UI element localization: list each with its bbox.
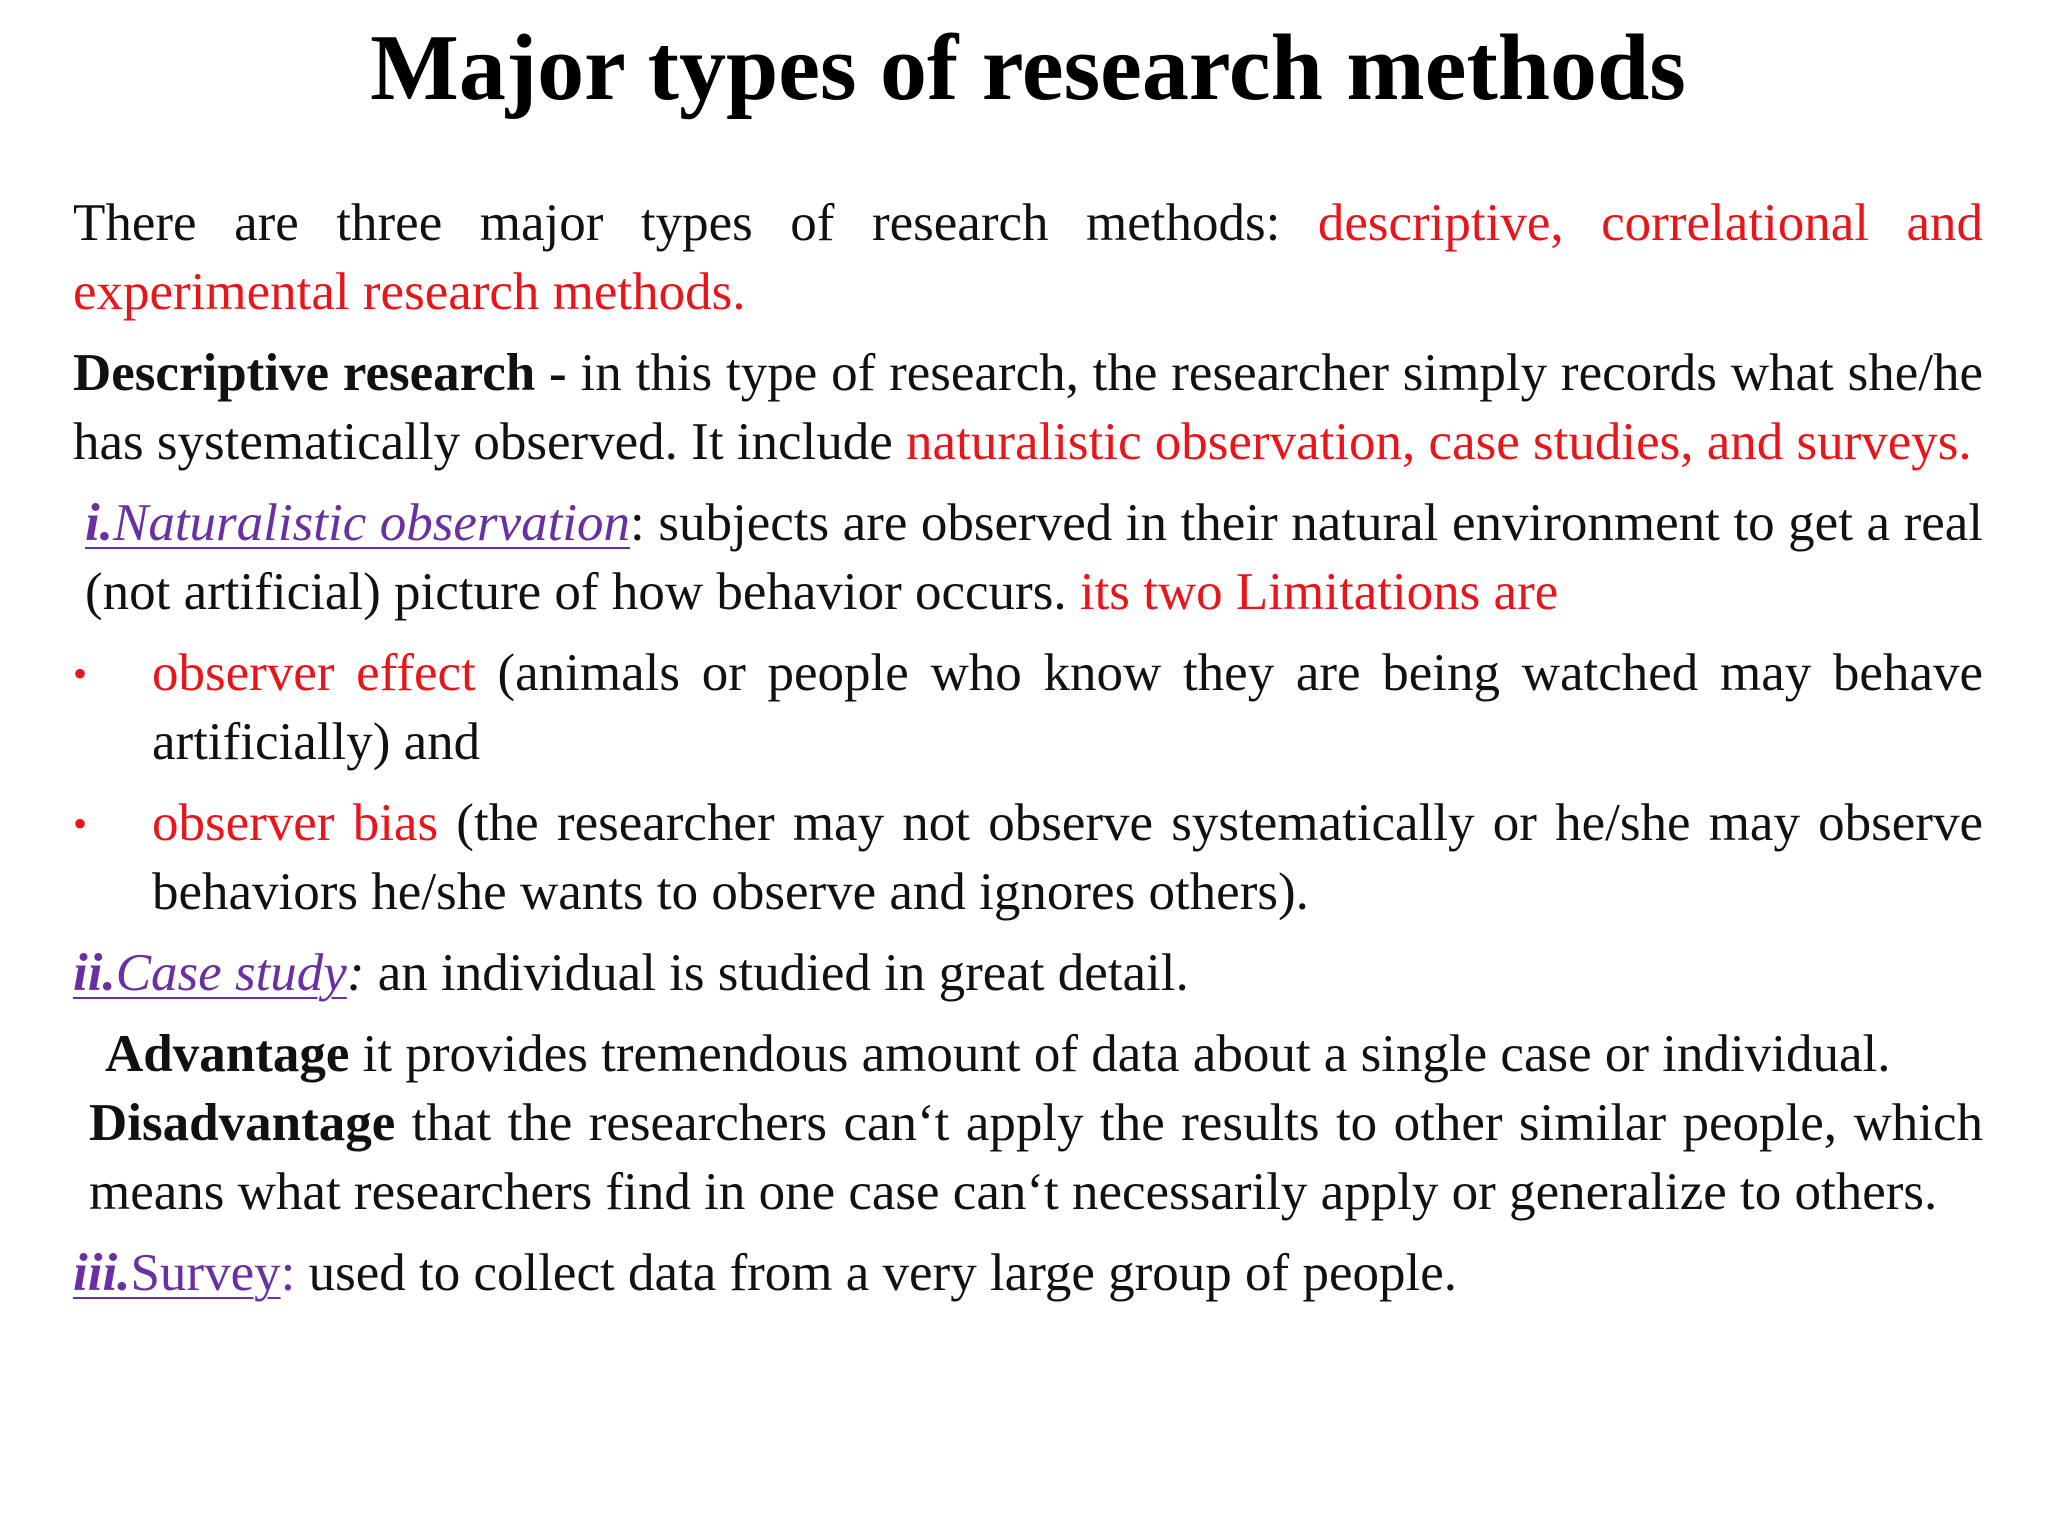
slide-title: Major types of research methods bbox=[370, 16, 1686, 120]
limitation-text: (animals or people who know they are being watched may behave artificially) and bbox=[152, 644, 1983, 771]
naturalistic-term: Naturalistic observation bbox=[112, 494, 631, 552]
limitation-term: observer bias bbox=[152, 794, 439, 852]
disadvantage-term: Disadvantage bbox=[89, 1094, 396, 1152]
survey-text: used to collect data from a very large group of people. bbox=[295, 1244, 1457, 1302]
descriptive-text: in this type of research, the researcher simply records what she/he has systematically observed. It include bbox=[73, 344, 1983, 471]
case-study-paragraph bbox=[73, 939, 1983, 1008]
bullet-icon: • bbox=[73, 801, 88, 846]
naturalistic-highlight: its two Limitations are bbox=[1079, 563, 1559, 621]
slide bbox=[73, 0, 1983, 1308]
descriptive-term: Descriptive research - bbox=[73, 344, 567, 402]
list-item bbox=[73, 789, 1983, 927]
naturalistic-text: subjects are observed in their natural environment to get a real (not artificial) picture of how behavior occurs. bbox=[85, 494, 1983, 621]
intro-highlight: descriptive, correlational and experimental research methods. bbox=[73, 194, 1983, 321]
limitations-list bbox=[73, 639, 1983, 927]
descriptive-paragraph bbox=[73, 339, 1983, 477]
advantage-paragraph bbox=[73, 1020, 1983, 1089]
survey-colon: : bbox=[280, 1244, 296, 1302]
limitation-term: observer effect bbox=[152, 644, 476, 702]
naturalistic-numeral: i. bbox=[85, 494, 113, 552]
naturalistic-colon: : bbox=[630, 494, 645, 552]
case-study-colon: : bbox=[346, 944, 365, 1002]
bullet-icon: • bbox=[73, 651, 88, 696]
limitation-text: (the researcher may not observe systematically or he/she may observe behaviors he/she wants to observe and ignores others). bbox=[152, 794, 1983, 921]
case-study-numeral: ii. bbox=[73, 944, 116, 1002]
intro-paragraph bbox=[73, 189, 1983, 327]
advantage-text: it provides tremendous amount of data about a single case or individual. bbox=[349, 1025, 1891, 1083]
advantage-term: Advantage bbox=[105, 1025, 350, 1083]
survey-numeral: iii. bbox=[73, 1244, 131, 1302]
survey-term: Survey bbox=[130, 1244, 281, 1302]
case-study-term: Case study bbox=[115, 944, 347, 1002]
disadvantage-text: that the researchers can‘t apply the results to other similar people, which means what researchers find in one case can‘t necessarily apply or generalize to others. bbox=[89, 1094, 1983, 1221]
list-item bbox=[73, 639, 1983, 777]
intro-text: There are three major types of research methods: bbox=[73, 194, 1318, 252]
descriptive-highlight: naturalistic observation, case studies, and surveys. bbox=[906, 413, 1972, 471]
naturalistic-paragraph bbox=[73, 489, 1983, 627]
case-study-text: an individual is studied in great detail. bbox=[364, 944, 1189, 1002]
disadvantage-paragraph bbox=[73, 1089, 1983, 1227]
survey-paragraph bbox=[73, 1239, 1983, 1308]
